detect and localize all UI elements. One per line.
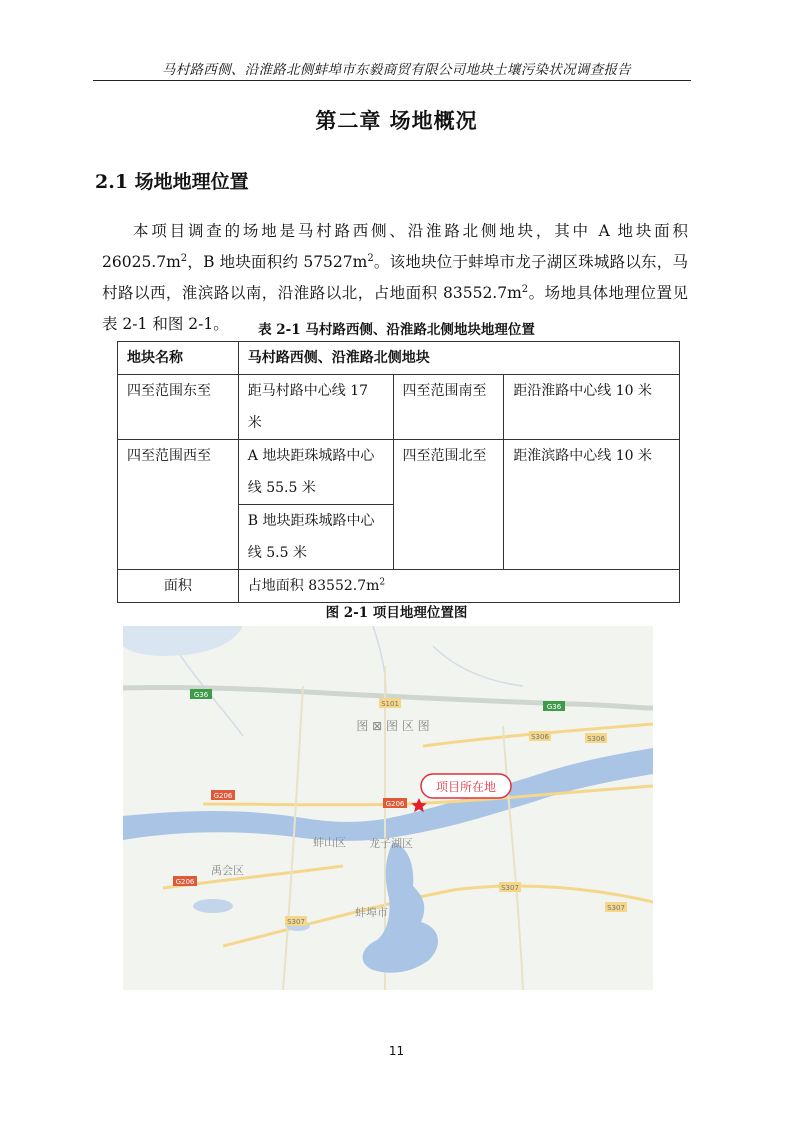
superscript: 2 xyxy=(379,577,386,588)
table-cell-area-value xyxy=(238,570,679,603)
road-shield-label: S307 xyxy=(501,884,519,892)
table-cell-north-label: 四至范围北至 xyxy=(393,440,504,570)
chapter-title: 第二章 场地概况 xyxy=(315,108,478,133)
table-cell-north-value: 距淮滨路中心线 10 米 xyxy=(504,440,680,570)
intro-text-1: 本项目调查的场地是马村路西侧、沿淮路北侧地块，其中 A 地块面积 26025.7m xyxy=(102,222,688,271)
table-cell-west-value-a: A 地块距珠城路中心线 55.5 米 xyxy=(238,440,393,505)
intro-text-3: 。该地块位于蚌埠市龙子湖区珠城路以东，马村路以西，淮滨路以南，沿淮路以北，占地面积 83552.7m xyxy=(102,253,688,302)
table-cell-plot-name-value: 马村路西侧、沿淮路北侧地块 xyxy=(238,342,679,375)
table-caption: 表 2-1 马村路西侧、沿淮路北侧地块地理位置 xyxy=(258,322,535,338)
road-shield-label: S306 xyxy=(531,733,549,741)
table-row xyxy=(118,375,680,440)
city-label: 蚌埠市 xyxy=(355,906,388,919)
boundary-table xyxy=(117,341,680,603)
road-shield-label: G206 xyxy=(385,800,405,808)
road-shield-label: G206 xyxy=(175,878,195,886)
road-shield-label: G206 xyxy=(213,792,233,800)
location-map xyxy=(123,626,653,990)
road-shield-label: S307 xyxy=(607,904,625,912)
district-label-yuhui: 禹会区 xyxy=(211,864,244,877)
table-cell-south-value: 距沿淮路中心线 10 米 xyxy=(504,375,680,440)
road-shield-label: S101 xyxy=(381,700,399,708)
map-canvas xyxy=(123,626,653,990)
pond xyxy=(193,899,233,913)
highway-shield-label: G36 xyxy=(193,691,209,699)
figure-caption: 图 2-1 项目地理位置图 xyxy=(325,605,468,621)
table-row-header xyxy=(118,342,680,375)
intro-text-2: ，B 地块面积约 57527m xyxy=(187,253,368,271)
table-row xyxy=(118,440,680,505)
district-label-bengshan: 蚌山区 xyxy=(313,836,346,849)
district-label-longzihu: 龙子湖区 xyxy=(369,837,413,850)
page-header-title: 马村路西侧、沿淮路北侧蚌埠市东毅商贸有限公司地块土壤污染状况调查报告 xyxy=(161,62,632,78)
table-cell-west-label: 四至范围西至 xyxy=(118,440,239,570)
highway-shield-label: G36 xyxy=(546,703,562,711)
section-heading: 2.1 场地地理位置 xyxy=(95,171,249,193)
page-number: 11 xyxy=(388,1044,405,1058)
table-cell-area-label: 面积 xyxy=(118,570,239,603)
superscript: 2 xyxy=(367,252,374,264)
area-value-text: 占地面积 83552.7m xyxy=(247,578,380,594)
intro-text-4: 。场地具体地理位置见表 2-1 和图 2-1。 xyxy=(102,284,688,333)
table-cell-east-label: 四至范围东至 xyxy=(118,375,239,440)
table-cell-east-value: 距马村路中心线 17 米 xyxy=(238,375,393,440)
header-divider xyxy=(93,80,691,81)
location-callout-label: 项目所在地 xyxy=(435,780,497,794)
table-cell-plot-name-label: 地块名称 xyxy=(118,342,239,375)
superscript: 2 xyxy=(180,252,188,264)
table-row xyxy=(118,570,680,603)
map-icon-row: 图 ⊠ 图 区 图 xyxy=(356,719,430,733)
road-shield-label: S306 xyxy=(587,735,605,743)
table-cell-west-value-b: B 地块距珠城路中心线 5.5 米 xyxy=(238,505,393,570)
table-cell-south-label: 四至范围南至 xyxy=(393,375,504,440)
superscript: 2 xyxy=(521,283,529,295)
road-shield-label: S307 xyxy=(287,918,305,926)
